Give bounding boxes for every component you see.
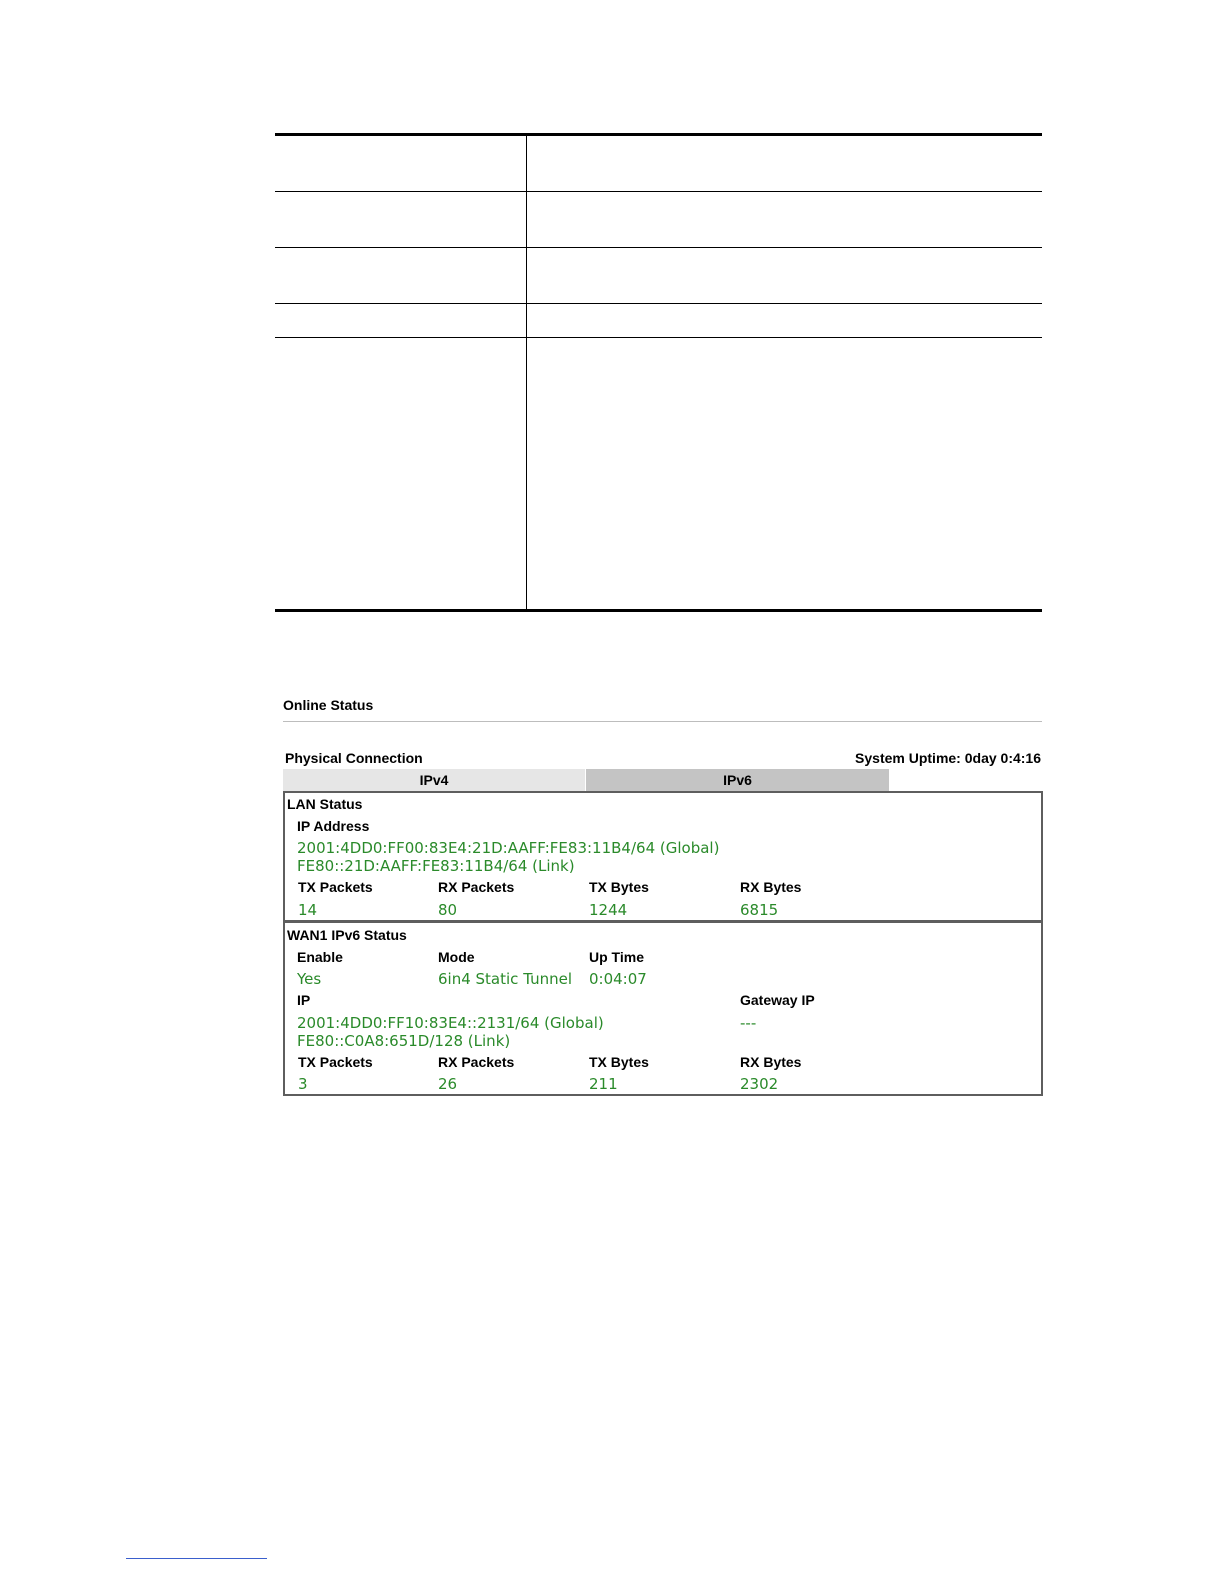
ip-version-tabs — [283, 769, 889, 792]
wan-uptime-value: 0:04:07 — [589, 970, 647, 988]
table-column-divider — [526, 133, 527, 612]
lan-ip-link: FE80::21D:AAFF:FE83:11B4/64 (Link) — [297, 857, 575, 875]
lan-rx-packets-value: 80 — [438, 901, 458, 919]
physical-connection-label: Physical Connection — [285, 750, 423, 766]
wan-ip-label: IP — [297, 992, 311, 1008]
lan-tx-bytes-label: TX Bytes — [589, 879, 649, 895]
wan1-status-title: WAN1 IPv6 Status — [287, 927, 407, 943]
tab-ipv4[interactable]: IPv4 — [283, 769, 586, 792]
wan-gateway-ip-value: --- — [740, 1014, 757, 1032]
wan-tx-bytes-label: TX Bytes — [589, 1054, 649, 1070]
wan-rx-bytes-value: 2302 — [740, 1075, 779, 1093]
lan-rx-bytes-label: RX Bytes — [740, 879, 802, 895]
wan-mode-label: Mode — [438, 949, 475, 965]
table-row-divider — [275, 191, 1042, 192]
wan-tx-packets-value: 3 — [298, 1075, 308, 1093]
wan-rx-packets-label: RX Packets — [438, 1054, 515, 1070]
table-bottom-border — [275, 609, 1042, 612]
lan-ip-address-label: IP Address — [297, 818, 370, 834]
wan-rx-bytes-label: RX Bytes — [740, 1054, 802, 1070]
lan-tx-packets-label: TX Packets — [298, 879, 373, 895]
lan-tx-bytes-value: 1244 — [589, 901, 628, 919]
wan-enable-value: Yes — [297, 970, 322, 988]
table-top-border — [275, 133, 1042, 136]
wan-enable-label: Enable — [297, 949, 343, 965]
description-table — [275, 133, 1042, 612]
wan-gateway-ip-label: Gateway IP — [740, 992, 815, 1008]
wan-ip-link: FE80::C0A8:651D/128 (Link) — [297, 1032, 511, 1050]
footer-link-underline — [126, 1558, 267, 1559]
wan-tx-bytes-value: 211 — [589, 1075, 618, 1093]
wan-mode-value: 6in4 Static Tunnel — [438, 970, 572, 988]
lan-status-title: LAN Status — [287, 796, 363, 812]
table-row-divider — [275, 303, 1042, 304]
wan-ip-global: 2001:4DD0:FF10:83E4::2131/64 (Global) — [297, 1014, 604, 1032]
wan-tx-packets-label: TX Packets — [298, 1054, 373, 1070]
lan-status-box — [283, 791, 1043, 922]
wan-rx-packets-value: 26 — [438, 1075, 458, 1093]
page-title: Online Status — [283, 697, 374, 713]
system-uptime: System Uptime: 0day 0:4:16 — [855, 750, 1041, 766]
wan1-ipv6-status-box — [283, 921, 1043, 1096]
lan-tx-packets-value: 14 — [298, 901, 318, 919]
table-row-divider — [275, 337, 1042, 338]
tab-ipv6[interactable]: IPv6 — [586, 769, 889, 792]
lan-rx-packets-label: RX Packets — [438, 879, 515, 895]
table-row-divider — [275, 247, 1042, 248]
title-divider — [283, 721, 1042, 722]
lan-ip-global: 2001:4DD0:FF00:83E4:21D:AAFF:FE83:11B4/64 (Global) — [297, 839, 720, 857]
wan-uptime-label: Up Time — [589, 949, 644, 965]
lan-rx-bytes-value: 6815 — [740, 901, 779, 919]
